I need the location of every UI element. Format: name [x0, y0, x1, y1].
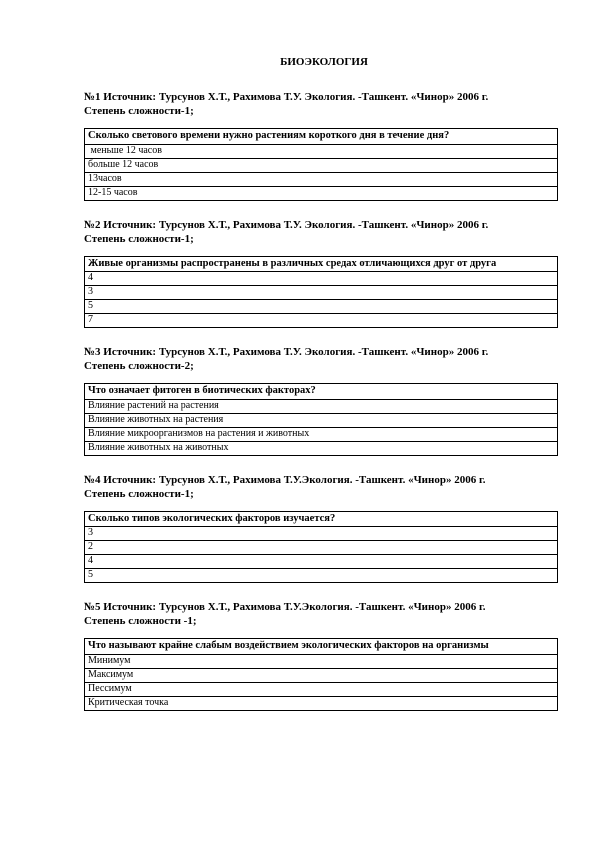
answer-row	[85, 541, 558, 555]
answer-row	[85, 158, 558, 172]
question-text: Что называют крайне слабым воздействием экологических факторов на организмы	[85, 639, 558, 655]
answer-option: Влияние микроорганизмов на растения и животных	[85, 427, 558, 441]
answer-row	[85, 272, 558, 286]
answer-option: 3	[85, 286, 558, 300]
answer-option: 7	[85, 314, 558, 328]
difficulty-line: Степень сложности-2;	[84, 360, 194, 372]
answer-option: Минимум	[85, 654, 558, 668]
answer-option: 4	[85, 272, 558, 286]
question-block	[84, 345, 558, 456]
answer-row	[85, 682, 558, 696]
answer-option: 3	[85, 527, 558, 541]
question-text: Сколько светового времени нужно растениям короткого дня в течение дня?	[85, 129, 558, 145]
answer-option: Максимум	[85, 668, 558, 682]
answer-option: Пессимум	[85, 682, 558, 696]
difficulty-line: Степень сложности-1;	[84, 105, 194, 117]
answer-option: Влияние животных на растения	[85, 413, 558, 427]
source-line: №4 Источник: Турсунов Х.Т., Рахимова Т.У.Экология. -Ташкент. «Чинор» 2006 г.	[84, 473, 486, 486]
source-line: №2 Источник: Турсунов Х.Т., Рахимова Т.У. Экология. -Ташкент. «Чинор» 2006 г.	[84, 218, 489, 231]
question-block	[84, 218, 558, 329]
answer-row	[85, 527, 558, 541]
answer-option: 12-15 часов	[85, 186, 558, 200]
answer-row	[85, 314, 558, 328]
question-text: Живые организмы распространены в различных средах отличающихся друг от друга	[85, 256, 558, 272]
answer-option: меньше 12 часов	[85, 144, 558, 158]
question-source	[84, 345, 558, 373]
answer-row	[85, 441, 558, 455]
question-table	[84, 256, 558, 329]
answer-row	[85, 668, 558, 682]
question-table	[84, 638, 558, 711]
answer-row	[85, 555, 558, 569]
source-line: №5 Источник: Турсунов Х.Т., Рахимова Т.У.Экология. -Ташкент. «Чинор» 2006 г.	[84, 601, 486, 613]
question-text: Что означает фитоген в биотических факторах?	[85, 384, 558, 400]
answer-row	[85, 413, 558, 427]
answer-option: 13часов	[85, 172, 558, 186]
answer-option: 5	[85, 300, 558, 314]
answer-option: 4	[85, 555, 558, 569]
answer-row	[85, 286, 558, 300]
question-source	[84, 473, 558, 501]
difficulty-line: Степень сложности-1;	[84, 487, 194, 500]
question-table	[84, 128, 558, 201]
answer-option: Влияние растений на растения	[85, 399, 558, 413]
question-row	[85, 129, 558, 145]
question-source	[84, 600, 558, 628]
answer-row	[85, 427, 558, 441]
question-source	[84, 218, 558, 246]
answer-row	[85, 696, 558, 710]
answer-row	[85, 144, 558, 158]
answer-option: 2	[85, 541, 558, 555]
document-title: БИОЭКОЛОГИЯ	[280, 56, 368, 68]
answer-row	[85, 654, 558, 668]
answer-row	[85, 300, 558, 314]
question-row	[85, 639, 558, 655]
question-row	[85, 384, 558, 400]
answer-row	[85, 569, 558, 583]
answer-row	[85, 172, 558, 186]
question-block	[84, 600, 558, 711]
answer-option: 5	[85, 569, 558, 583]
question-table	[84, 383, 558, 456]
source-line: №3 Источник: Турсунов Х.Т., Рахимова Т.У. Экология. -Ташкент. «Чинор» 2006 г.	[84, 346, 489, 358]
answer-option: Критическая точка	[85, 696, 558, 710]
answer-row	[85, 186, 558, 200]
answer-option: Влияние животных на животных	[85, 441, 558, 455]
difficulty-line: Степень сложности-1;	[84, 232, 194, 245]
difficulty-line: Степень сложности -1;	[84, 615, 197, 627]
question-block	[84, 473, 558, 584]
question-row	[85, 256, 558, 272]
question-row	[85, 511, 558, 527]
question-text: Сколько типов экологических факторов изучается?	[85, 511, 558, 527]
question-source	[84, 90, 558, 118]
source-line: №1 Источник: Турсунов Х.Т., Рахимова Т.У. Экология. -Ташкент. «Чинор» 2006 г.	[84, 91, 489, 103]
question-block	[84, 90, 558, 201]
question-table	[84, 511, 558, 584]
answer-option: больше 12 часов	[85, 158, 558, 172]
answer-row	[85, 399, 558, 413]
